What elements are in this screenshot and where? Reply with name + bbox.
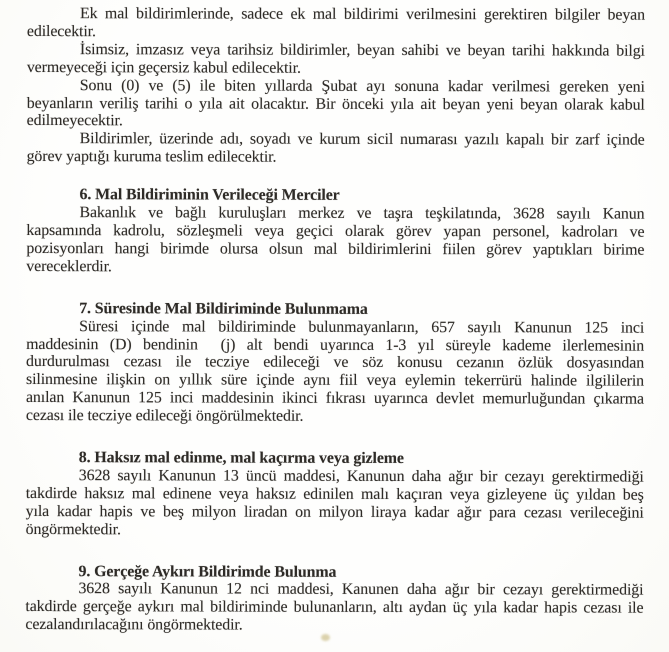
section-9-gercege-aykiri-bildirim (25, 563, 643, 636)
text-line: anılan Kanunun 125 inci maddesinin ikinci fıkrası uyarınca devlet memurluğundan çıkarma (25, 389, 644, 408)
paragraph-bildirimler-zarf (27, 130, 645, 167)
text-line: pozisyonları hangi birimde olursa olsun mal bildirimlerini fiilen görev yaptıkları birime (26, 239, 645, 259)
text-line: İsimsiz, imzasız veya tarihsiz bildirimler, beyan sahibi ve beyan tarihi hakkında bilgi (79, 40, 645, 60)
text-line: cezalandırılacağını öngörmektedir. (25, 616, 243, 634)
section-6-heading: 6. Mal Bildiriminin Verileceği Merciler (79, 186, 340, 204)
text-line: edilmeyecektir. (26, 112, 123, 130)
text-line: yıla kadar hapis ve beş milyon liradan on milyon liraya kadar ağır para cezası verileceğini (25, 502, 644, 522)
text-line: takdirde gerçeğe aykırı mal bildiriminde bulunanların, altı aydan üç yıla kadar hapis cezası ile (25, 598, 644, 617)
text-line: Bakanlık ve bağlı kuruluşları merkez ve taşra teşkilatında, 3628 sayılı Kanun (79, 204, 645, 223)
text-line: vermeyeceği için geçersiz kabul edilecektir. (26, 58, 301, 77)
scan-speck-artifact (321, 634, 330, 641)
paragraph-sonu-0-ve-5 (27, 77, 645, 132)
section-8-haksiz-mal-edinme (26, 449, 644, 540)
text-line: Sonu (0) ve (5) ile biten yıllarda Şubat ayı sonuna kadar verilmesi gereken yeni (79, 76, 645, 96)
section-7-heading: 7. Süresinde Mal Bildiriminde Bulunmama (79, 299, 368, 318)
text-line: öngörmektedir. (25, 520, 121, 538)
section-8-heading: 8. Haksız mal edinme, mal kaçırma veya gizleme (78, 449, 404, 468)
text-line: maddesinin (D) bendinin (j) alt bendi uyarınca 1-3 yıl süreyle kademe ilerlemesinin (26, 335, 645, 355)
text-line: Süresi içinde mal bildiriminde bulunmayanların, 657 sayılı Kanunun 125 inci (79, 317, 645, 337)
text-line: vereceklerdir. (26, 257, 112, 276)
section-7-suresinde-mal-bildiriminde-bulunmama (26, 300, 644, 427)
document-text-block (25, 5, 645, 636)
text-line: görev yaptığı kuruma teslim edilecektir. (26, 148, 277, 166)
text-line: 3628 sayılı Kanunun 13 üncü maddesi, Kanunun daha ağır bir cezayı gerektirmediği (78, 467, 644, 486)
text-line: 3628 sayılı Kanunun 12 nci maddesi, Kanunen daha ağır bir cezayı gerektirmediği (78, 580, 644, 600)
text-line: cezası ile tecziye edileceği öngörülmektedir. (25, 407, 304, 425)
section-6-mal-bildiriminin-verilecegi-merciler (26, 186, 644, 277)
text-line: beyanların veriliş tarihi o yıla ait olacaktır. Bir önceki yıla ait beyan yeni beyan olarak kabul (26, 94, 645, 114)
text-line: Ek mal bildirimlerinde, sadece ek mal bildirimi verilmesini gerektiren bilgiler beyan (79, 5, 645, 24)
text-line: silinmesine ilişkin on yıllık süre içinde aynı fiil veya eylemin tekerrürü halinde ilgililerin (25, 371, 645, 390)
paragraph-ek-mal-bildirimleri (27, 5, 645, 42)
section-9-heading: 9. Gerçeğe Aykırı Bildirimde Bulunma (78, 562, 337, 581)
text-line: edilecektir. (26, 22, 96, 41)
text-line: Bildirimler, üzerinde adı, soyadı ve kurum sicil numarası yazılı kapalı bir zarf içinde (79, 130, 645, 149)
paragraph-isimsiz-bildirimler (27, 41, 645, 78)
text-line: kapsamında kadrolu, sözleşmeli veya geçici olarak görev yapan personel, kadroları ve (26, 221, 645, 241)
text-line: takdirde haksız mal edinene veya haksız edinilen malı kaçıran veya gizleyene üç yıldan beş (25, 484, 644, 504)
text-line: durdurulması cezası ile tecziye edileceği ve söz konusu cezanın özlük dosyasından (26, 353, 645, 373)
